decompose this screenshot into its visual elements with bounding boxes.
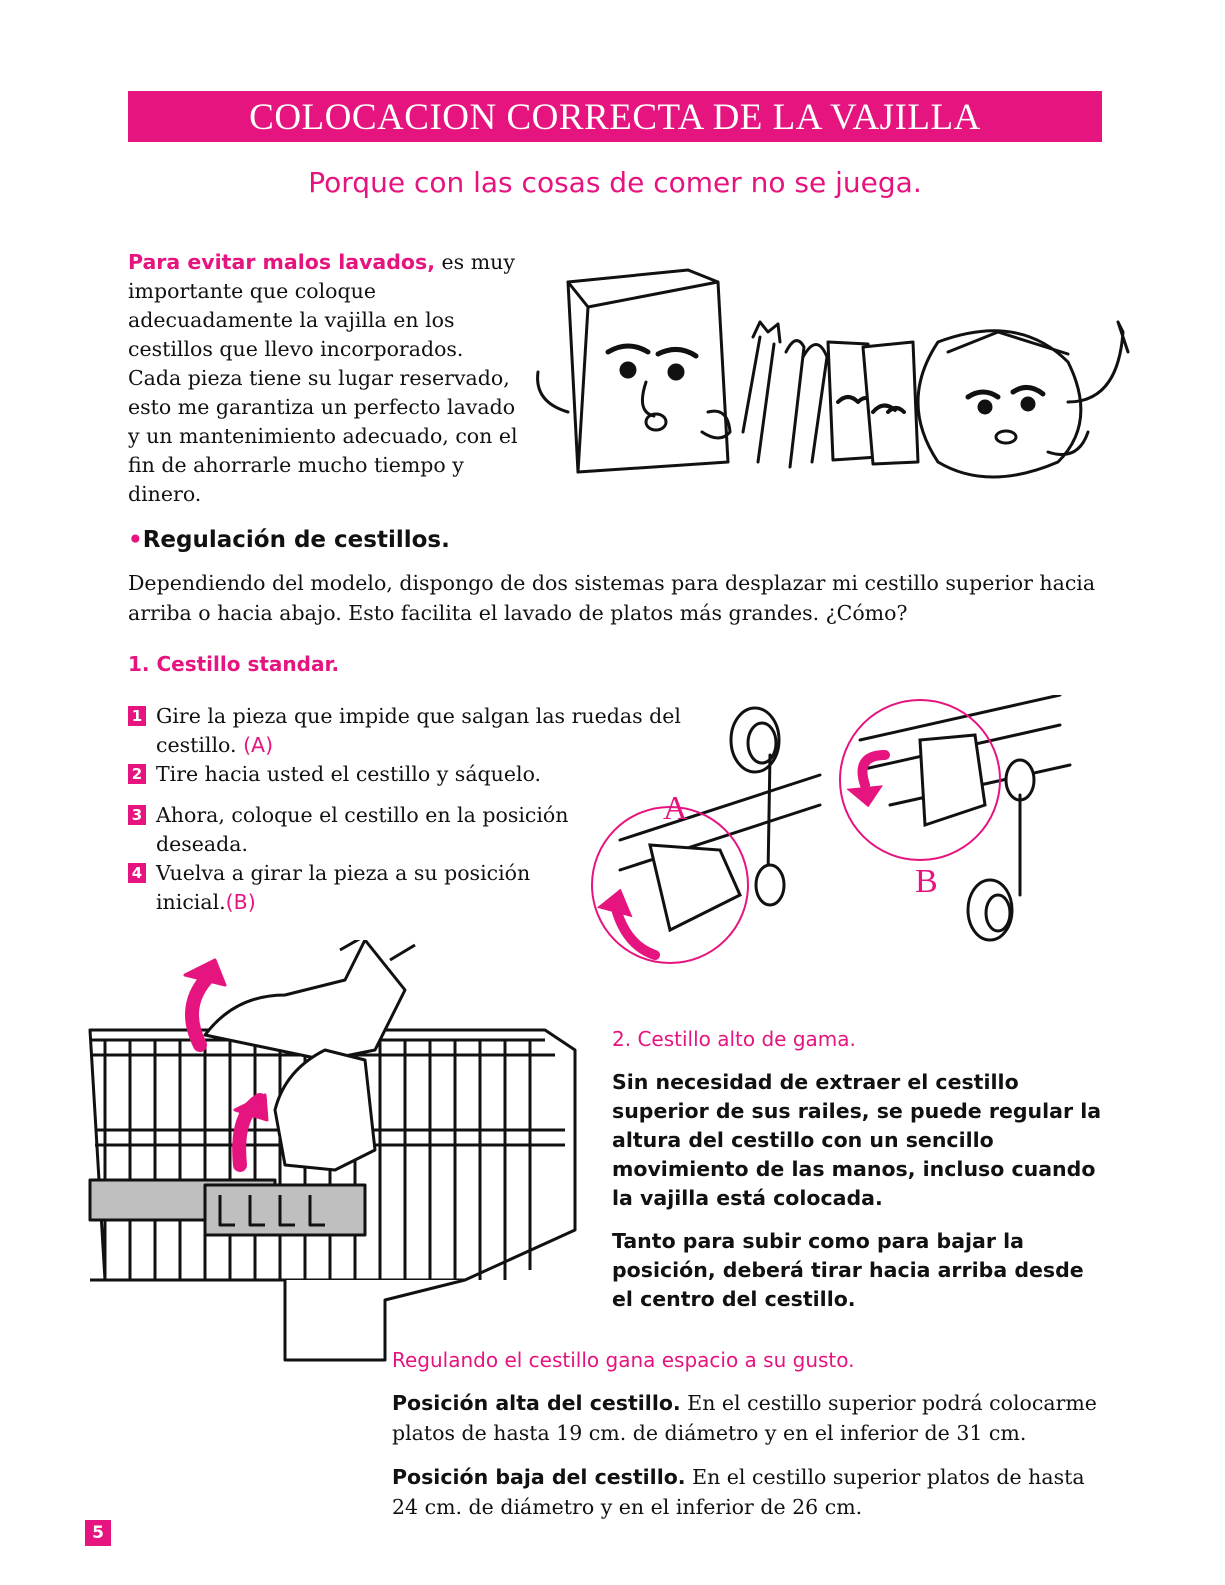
- list-item: [128, 859, 586, 917]
- step-number: 2: [128, 764, 146, 784]
- step-text: Tire hacia usted el cestillo y sáquelo.: [156, 762, 542, 786]
- low-position-label: Posición baja del cestillo.: [392, 1465, 686, 1489]
- high-position-paragraph: [392, 1388, 1107, 1448]
- page-subtitle: Porque con las cosas de comer no se juega.: [308, 166, 922, 199]
- high-end-paragraph-1: Sin necesidad de extraer el cestillo superior de sus railes, se puede regular la altura del cestillo con un sencillo movimiento de las manos, incluso cuando la vajilla está colocada.: [612, 1070, 1102, 1210]
- low-position-text: En el cestillo superior platos de hasta 24 cm. de diámetro y en el inferior de 26 cm.: [392, 1465, 1085, 1519]
- step-text: Gire la pieza que impide que salgan las ruedas del cestillo.: [156, 704, 681, 757]
- step-number: 4: [128, 863, 146, 883]
- low-position-paragraph: [392, 1462, 1107, 1522]
- label-a: A: [663, 790, 688, 827]
- high-end-description: [612, 1068, 1107, 1328]
- high-position-label: Posición alta del cestillo.: [392, 1391, 681, 1415]
- high-position-text: En el cestillo superior podrá colocarme platos de hasta 19 cm. de diámetro y en el inferior de 31 cm.: [392, 1391, 1097, 1445]
- section-title-text: Regulación de cestillos.: [142, 527, 450, 553]
- standard-basket-title: 1. Cestillo standar.: [128, 652, 340, 676]
- intro-paragraph: [128, 248, 523, 509]
- high-end-basket-title: 2. Cestillo alto de gama.: [612, 1027, 856, 1051]
- step-ref: (B): [225, 890, 256, 914]
- label-b: B: [915, 863, 938, 900]
- section-paragraph: Dependiendo del modelo, dispongo de dos sistemas para desplazar mi cestillo superior hacia arriba o hacia abajo. Esto facilita el lavado de platos más grandes. ¿Cómo?: [128, 571, 1096, 625]
- page-title: COLOCACION CORRECTA DE LA VAJILLA: [249, 97, 981, 138]
- page-title-banner: [128, 91, 1102, 142]
- high-end-paragraph-2: Tanto para subir como para bajar la posición, deberá tirar hacia arriba desde el centro del cestillo.: [612, 1229, 1084, 1311]
- list-item: [128, 801, 626, 859]
- positions-title: Regulando el cestillo gana espacio a su gusto.: [392, 1348, 855, 1372]
- step-number: 1: [128, 706, 146, 726]
- basket-illustration: [85, 940, 585, 1380]
- bullet-icon: •: [128, 527, 143, 553]
- step-text: Vuelva a girar la pieza a su posición inicial.: [156, 861, 531, 914]
- step-ref: (A): [243, 733, 274, 757]
- page-number: 5: [85, 1520, 111, 1546]
- cartoon-dishes-illustration: [528, 262, 1138, 492]
- step-number: 3: [128, 805, 146, 825]
- wheel-mechanism-diagram: [590, 695, 1080, 1000]
- section-title: [128, 527, 450, 553]
- step-text: Ahora, coloque el cestillo en la posición deseada.: [156, 803, 569, 856]
- intro-text: es muy importante que coloque adecuadamente la vajilla en los cestillos que llevo incorporados. Cada pieza tiene su lugar reservado, esto me garantiza un perfecto lavado y un mantenimiento adecuado, con el fin de ahorrarle mucho tiempo y dinero.: [128, 250, 518, 506]
- intro-highlight: Para evitar malos lavados,: [128, 250, 436, 274]
- positions-description: [392, 1388, 1107, 1536]
